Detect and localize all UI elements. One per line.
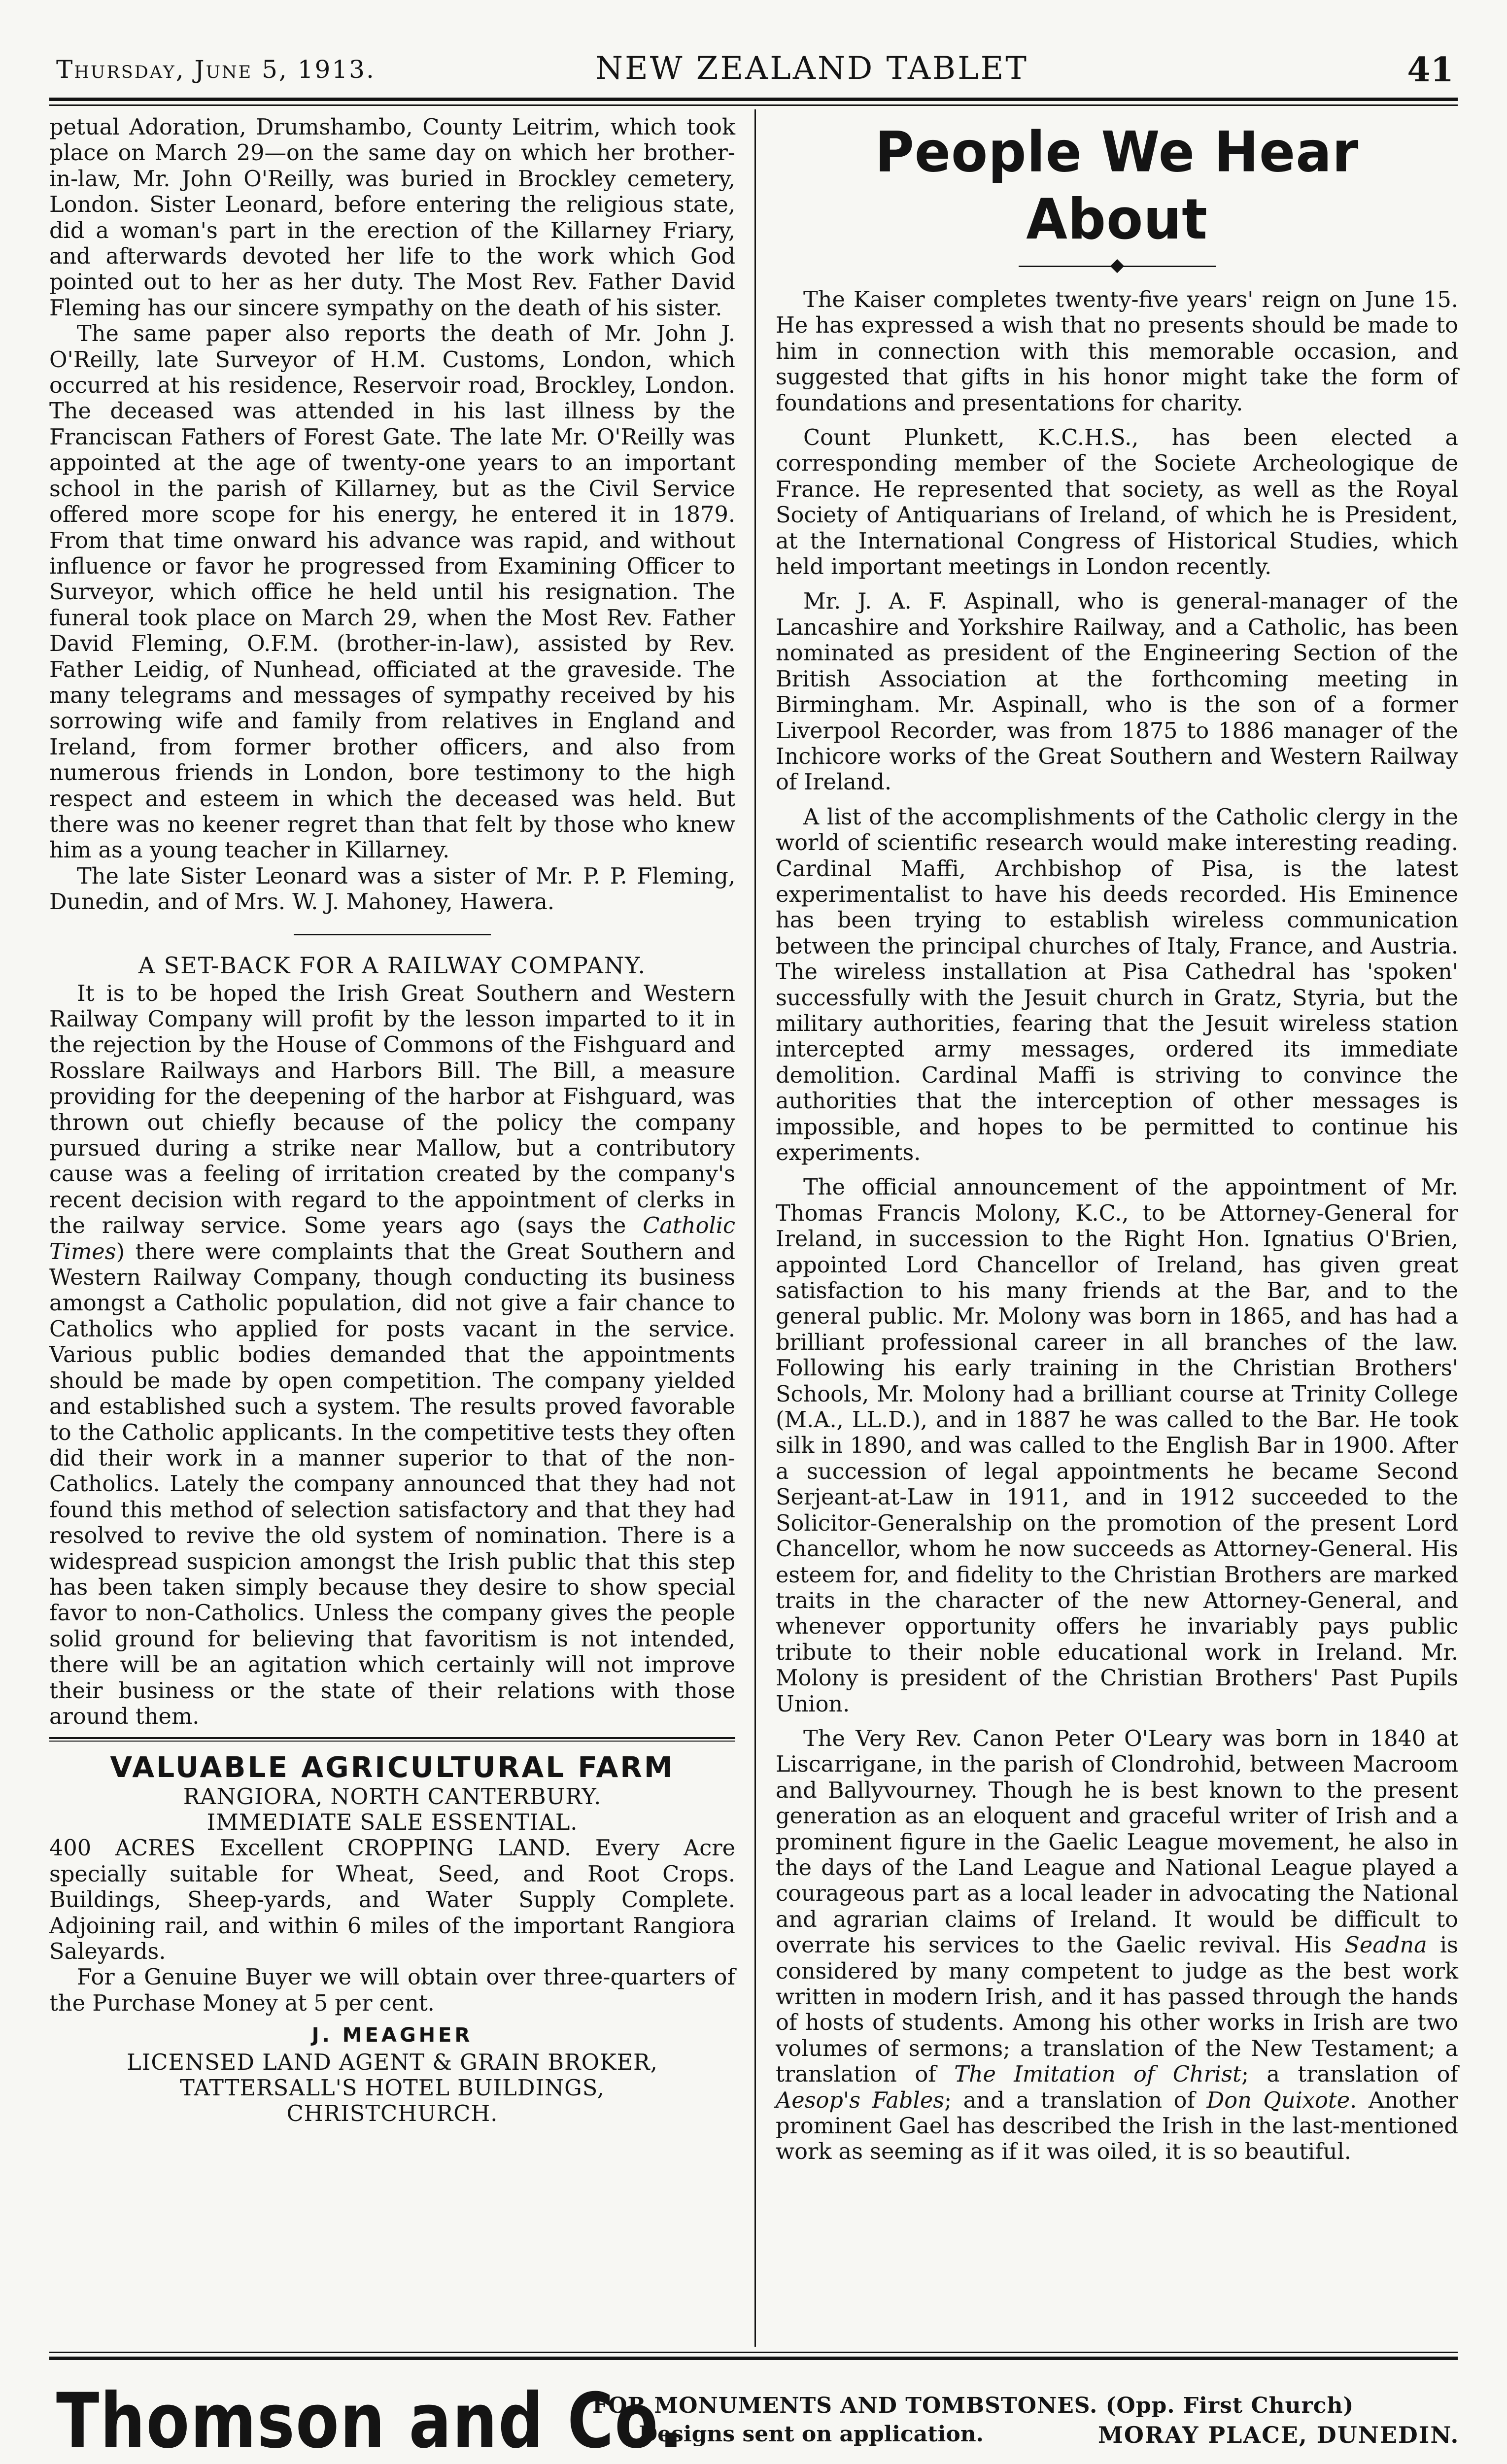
header-rule-thick xyxy=(49,98,1458,101)
item-cardinal-maffi: A list of the accomplishments of the Catholic clergy in the world of scientific research would make interesting reading. Cardinal Maffi, Archbishop of Pisa, is the latest experimentalist to have his deeds recorded. His Eminence has been trying to establish wireless communication between the principal churches of Italy, France, and Austria. The wireless installation at Pisa Cathedral has 'spoken' successfully with the Jesuit church in Gratz, Styria, but the military authorities, fearing that the Jesuit wireless station intercepted army messages, ordered its immediate demolition. Cardinal Maffi is striving to convince the authorities that the interception of other messages is impossible, and hopes to be permitted to continue his experiments. xyxy=(776,804,1458,1165)
item-count-plunkett: Count Plunkett, K.C.H.S., has been elected a corresponding member of the Societe Archeologique de France. He represented that society, as well as the Royal Society of Antiquarians of Ireland, of which he is President, at the International Congress of Historical Studies, which held important meetings in London recently. xyxy=(776,425,1458,580)
section-title-people: People We Hear About xyxy=(875,120,1359,252)
obituary-sister-leonard: petual Adoration, Drumshambo, County Leitrim, which took place on March 29—on the same day on which her brother-in-law, Mr. John O'Reilly, was buried in Brockley cemetery, London. Sister Leonard, before entering the religious state, did a woman's part in the erection of the Killarney Friary, and afterwards devoted her life to the work which God pointed out to her as her duty. The Most Rev. Father David Fleming has our sincere sympathy on the death of his sister. xyxy=(49,114,735,321)
ad-immediate-sale: IMMEDIATE SALE ESSENTIAL. xyxy=(206,1810,578,1836)
section-separator xyxy=(294,934,491,935)
ad-location: RANGIORA, NORTH CANTERBURY. xyxy=(183,1784,602,1810)
page-header xyxy=(49,49,1458,96)
ad-agent-name: J. MEAGHER xyxy=(311,2024,473,2047)
left-column xyxy=(49,114,735,2126)
title-ornament xyxy=(1019,256,1216,276)
ad-rule-thin xyxy=(49,1741,735,1742)
section-heading-railway: A SET-BACK FOR A RAILWAY COMPANY. xyxy=(138,952,647,979)
ad-offer: For a Genuine Buyer we will obtain over three-quarters of the Purchase Money at 5 per cent. xyxy=(49,1964,735,2016)
footer-rule-thin xyxy=(49,2352,1458,2353)
source-catholic-times: Catholic Times xyxy=(49,1213,735,1265)
obituary-note-fleming: The late Sister Leonard was a sister of Mr. P. P. Fleming, Dunedin, and of Mrs. W. J. Mahoney, Hawera. xyxy=(49,863,735,915)
item-kaiser: The Kaiser completes twenty-five years' reign on June 15. He has expressed a wish that no presents should be made to him in connection with this memorable occasion, and suggested that gifts in his honor might take the form of foundations and presentations for charity. xyxy=(776,287,1458,416)
footer-advertisement xyxy=(49,2365,1458,2464)
farm-advertisement xyxy=(49,1737,735,2126)
footer-rule-thick xyxy=(49,2357,1458,2360)
ad-agent-building: TATTERSALL'S HOTEL BUILDINGS, xyxy=(180,2075,605,2101)
page-number: 41 xyxy=(1407,50,1454,90)
ad-title: VALUABLE AGRICULTURAL FARM xyxy=(110,1750,675,1784)
ad-rule-thick xyxy=(49,1737,735,1739)
issue-date: Thursday, June 5, 1913. xyxy=(56,55,376,84)
footer-address: MORAY PLACE, DUNEDIN. xyxy=(1098,2422,1460,2448)
header-rule-thin xyxy=(49,104,1458,106)
item-aspinall: Mr. J. A. F. Aspinall, who is general-manager of the Lancashire and Yorkshire Railway, and a Catholic, has been nominated as president of the Engineering Section of the British Association at the forthcoming meeting in Birmingham. Mr. Aspinall, who is the son of a former Liverpool Recorder, was from 1875 to 1886 manager of the Inchicore works of the Great Southern and Western Railway of Ireland. xyxy=(776,588,1458,795)
footer-services: FOR MONUMENTS AND TOMBSTONES. (Opp. First Church) xyxy=(592,2393,1354,2418)
obituary-john-oreilly: The same paper also reports the death of Mr. John J. O'Reilly, late Surveyor of H.M. Customs, London, which occurred at his residence, Reservoir road, Brockley, London. The deceased was attended in his last illness by the Franciscan Fathers of Forest Gate. The late Mr. O'Reilly was appointed at the age of twenty-one years to an important school in the parish of Killarney, but as the Civil Service offered more scope for his energy, he entered it in 1879. From that time onward his advance was rapid, and without influence or favor he progressed from Examining Officer to Surveyor, which office he held until his resignation. The funeral took place on March 29, when the Most Rev. Father David Fleming, O.F.M. (brother-in-law), assisted by Rev. Father Leidig, of Nunhead, officiated at the graveside. The many telegrams and messages of sympathy received by his sorrowing wife and family from relatives in England and Ireland, from former brother officers, and also from numerous friends in London, bore testimony to the high respect and esteem in which the deceased was held. But there was no keener regret than that felt by those who knew him as a young teacher in Killarney. xyxy=(49,321,735,863)
article-railway-company: It is to be hoped the Irish Great Southern and Western Railway Company will profit by the lesson imparted to it in the rejection by the House of Commons of the Fishguard and Rosslare Railways and Harbors Bill. The Bill, a measure providing for the deepening of the harbor at Fishguard, was thrown out chiefly because of the policy the company pursued during a strike near Mallow, but a contributory cause was a feeling of irritation created by the company's recent decision with regard to the appointment of clerks in the railway service. Some years ago (says the Catholic Times) there were complaints that the Great Southern and Western Railway Company, though conducting its business amongst a Catholic population, did not give a fair chance to Catholics who applied for posts vacant in the service. Various public bodies demanded that the appointments should be made by open competition. The company yielded and established such a system. The results proved favorable to the Catholic applicants. In the competitive tests they often did their work in a manner superior to that of the non-Catholics. Lately the company announced that they had not found this method of selection satisfactory and that they had resolved to revive the old system of nomination. There is a widespread suspicion amongst the Irish public that this step has been taken simply because they desire to show special favor to non-Catholics. Unless the company gives the people solid ground for believing that favoritism is not intended, there will be an agitation which certainly will not improve their business or the state of their relations with those around them. xyxy=(49,980,735,1729)
item-molony: The official announcement of the appointment of Mr. Thomas Francis Molony, K.C., to be Attorney-General for Ireland, in succession to the Right Hon. Ignatius O'Brien, appointed Lord Chancellor of Ireland, has given great satisfaction to his many friends at the Bar, and to the general public. Mr. Molony was born in 1865, and has had a brilliant professional career in all branches of the law. Following his early training in the Christian Brothers' Schools, Mr. Molony had a brilliant course at Trinity College (M.A., LL.D.), and in 1887 he was called to the Bar. He took silk in 1890, and was called to the English Bar in 1900. After a succession of legal appointments he became Second Serjeant-at-Law in 1911, and in 1912 succeeded to the Solicitor-Generalship on the promotion of the present Lord Chancellor, whom he now succeeds as Attorney-General. His esteem for, and fidelity to the Christian Brothers are marked traits in the character of the new Attorney-General, and whenever opportunity offers he invariably pays public tribute to their noble educational work in Ireland. Mr. Molony is president of the Christian Brothers' Past Pupils Union. xyxy=(776,1174,1458,1717)
ad-agent-city: CHRISTCHURCH. xyxy=(286,2101,498,2127)
item-canon-oleary: The Very Rev. Canon Peter O'Leary was born in 1840 at Liscarrigane, in the parish of Clondrohid, between Macroom and Ballyvourney. Though he is best known to the present generation as an eloquent and graceful writer of Irish and a prominent figure in the Gaelic League movement, he also in the days of the Land League and National League played a courageous part as a local leader in advocating the National and agrarian claims of Ireland. It would be difficult to overrate his services to the Gaelic revival. His Seadna is considered by many competent to judge as the best work written in modern Irish, and it has passed through the hands of hosts of students. Among his other works in Irish are two volumes of sermons; a translation of the New Testament; a translation of The Imitation of Christ; a translation of Aesop's Fables; and a translation of Don Quixote. Another prominent Gael has described the Irish in the last-mentioned work as seeming as if it was oiled, it is so beautiful. xyxy=(776,1725,1458,2165)
right-column xyxy=(776,114,1458,2165)
column-divider xyxy=(754,109,756,2347)
footer-brand: Thomson and Co. xyxy=(56,2377,684,2464)
footer-designs: Designs sent on application. xyxy=(639,2422,984,2447)
newspaper-title: NEW ZEALAND TABLET xyxy=(595,50,1028,87)
ad-agent-title: LICENSED LAND AGENT & GRAIN BROKER, xyxy=(127,2050,658,2076)
diamond-ornament-icon xyxy=(1110,259,1124,273)
ad-body: 400 ACRES Excellent CROPPING LAND. Every Acre specially suitable for Wheat, Seed, and Root Crops. Buildings, Sheep-yards, and Water Supply Complete. Adjoining rail, and within 6 miles of the important Rangiora Saleyards. xyxy=(49,1835,735,1964)
